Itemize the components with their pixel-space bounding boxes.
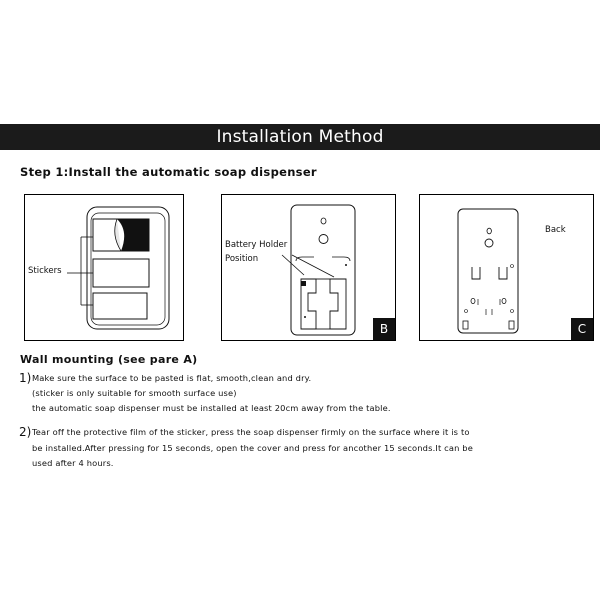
dispenser-inside-illustration — [222, 195, 395, 340]
battery-holder-label: Battery Holder — [225, 240, 288, 250]
figure-c-badge: C — [571, 318, 593, 340]
item2-line1: Tear off the protective film of the sticker, press the soap dispenser firmly on the surface where it is to — [32, 427, 470, 437]
item1-line2: (sticker is only suitable for smooth surface use) — [32, 388, 237, 398]
item2-line3: used after 4 hours. — [32, 458, 114, 468]
item1-line3: the automatic soap dispenser must be installed at least 20cm away from the table. — [32, 403, 391, 413]
item1-number: 1) — [19, 371, 32, 385]
back-label: Back — [545, 225, 566, 235]
figure-a-stickers — [24, 194, 184, 341]
position-label: Position — [225, 254, 259, 264]
item2-line2: be installed.After pressing for 15 seconds, open the cover and press for ancother 15 seconds.It can be — [32, 443, 473, 453]
figure-c-back-view — [419, 194, 594, 341]
page-title: Installation Method — [0, 124, 600, 150]
stickers-label: Stickers — [28, 266, 62, 276]
item1-line1: Make sure the surface to be pasted is flat, smooth,clean and dry. — [32, 373, 312, 383]
item2-number: 2) — [19, 425, 32, 439]
step1-title: Step 1:Install the automatic soap dispenser — [20, 165, 317, 179]
figure-b-badge: B — [373, 318, 395, 340]
dispenser-back-illustration — [420, 195, 593, 340]
figure-b-battery-holder — [221, 194, 396, 341]
wall-mounting-title: Wall mounting (see pare A) — [20, 353, 198, 366]
